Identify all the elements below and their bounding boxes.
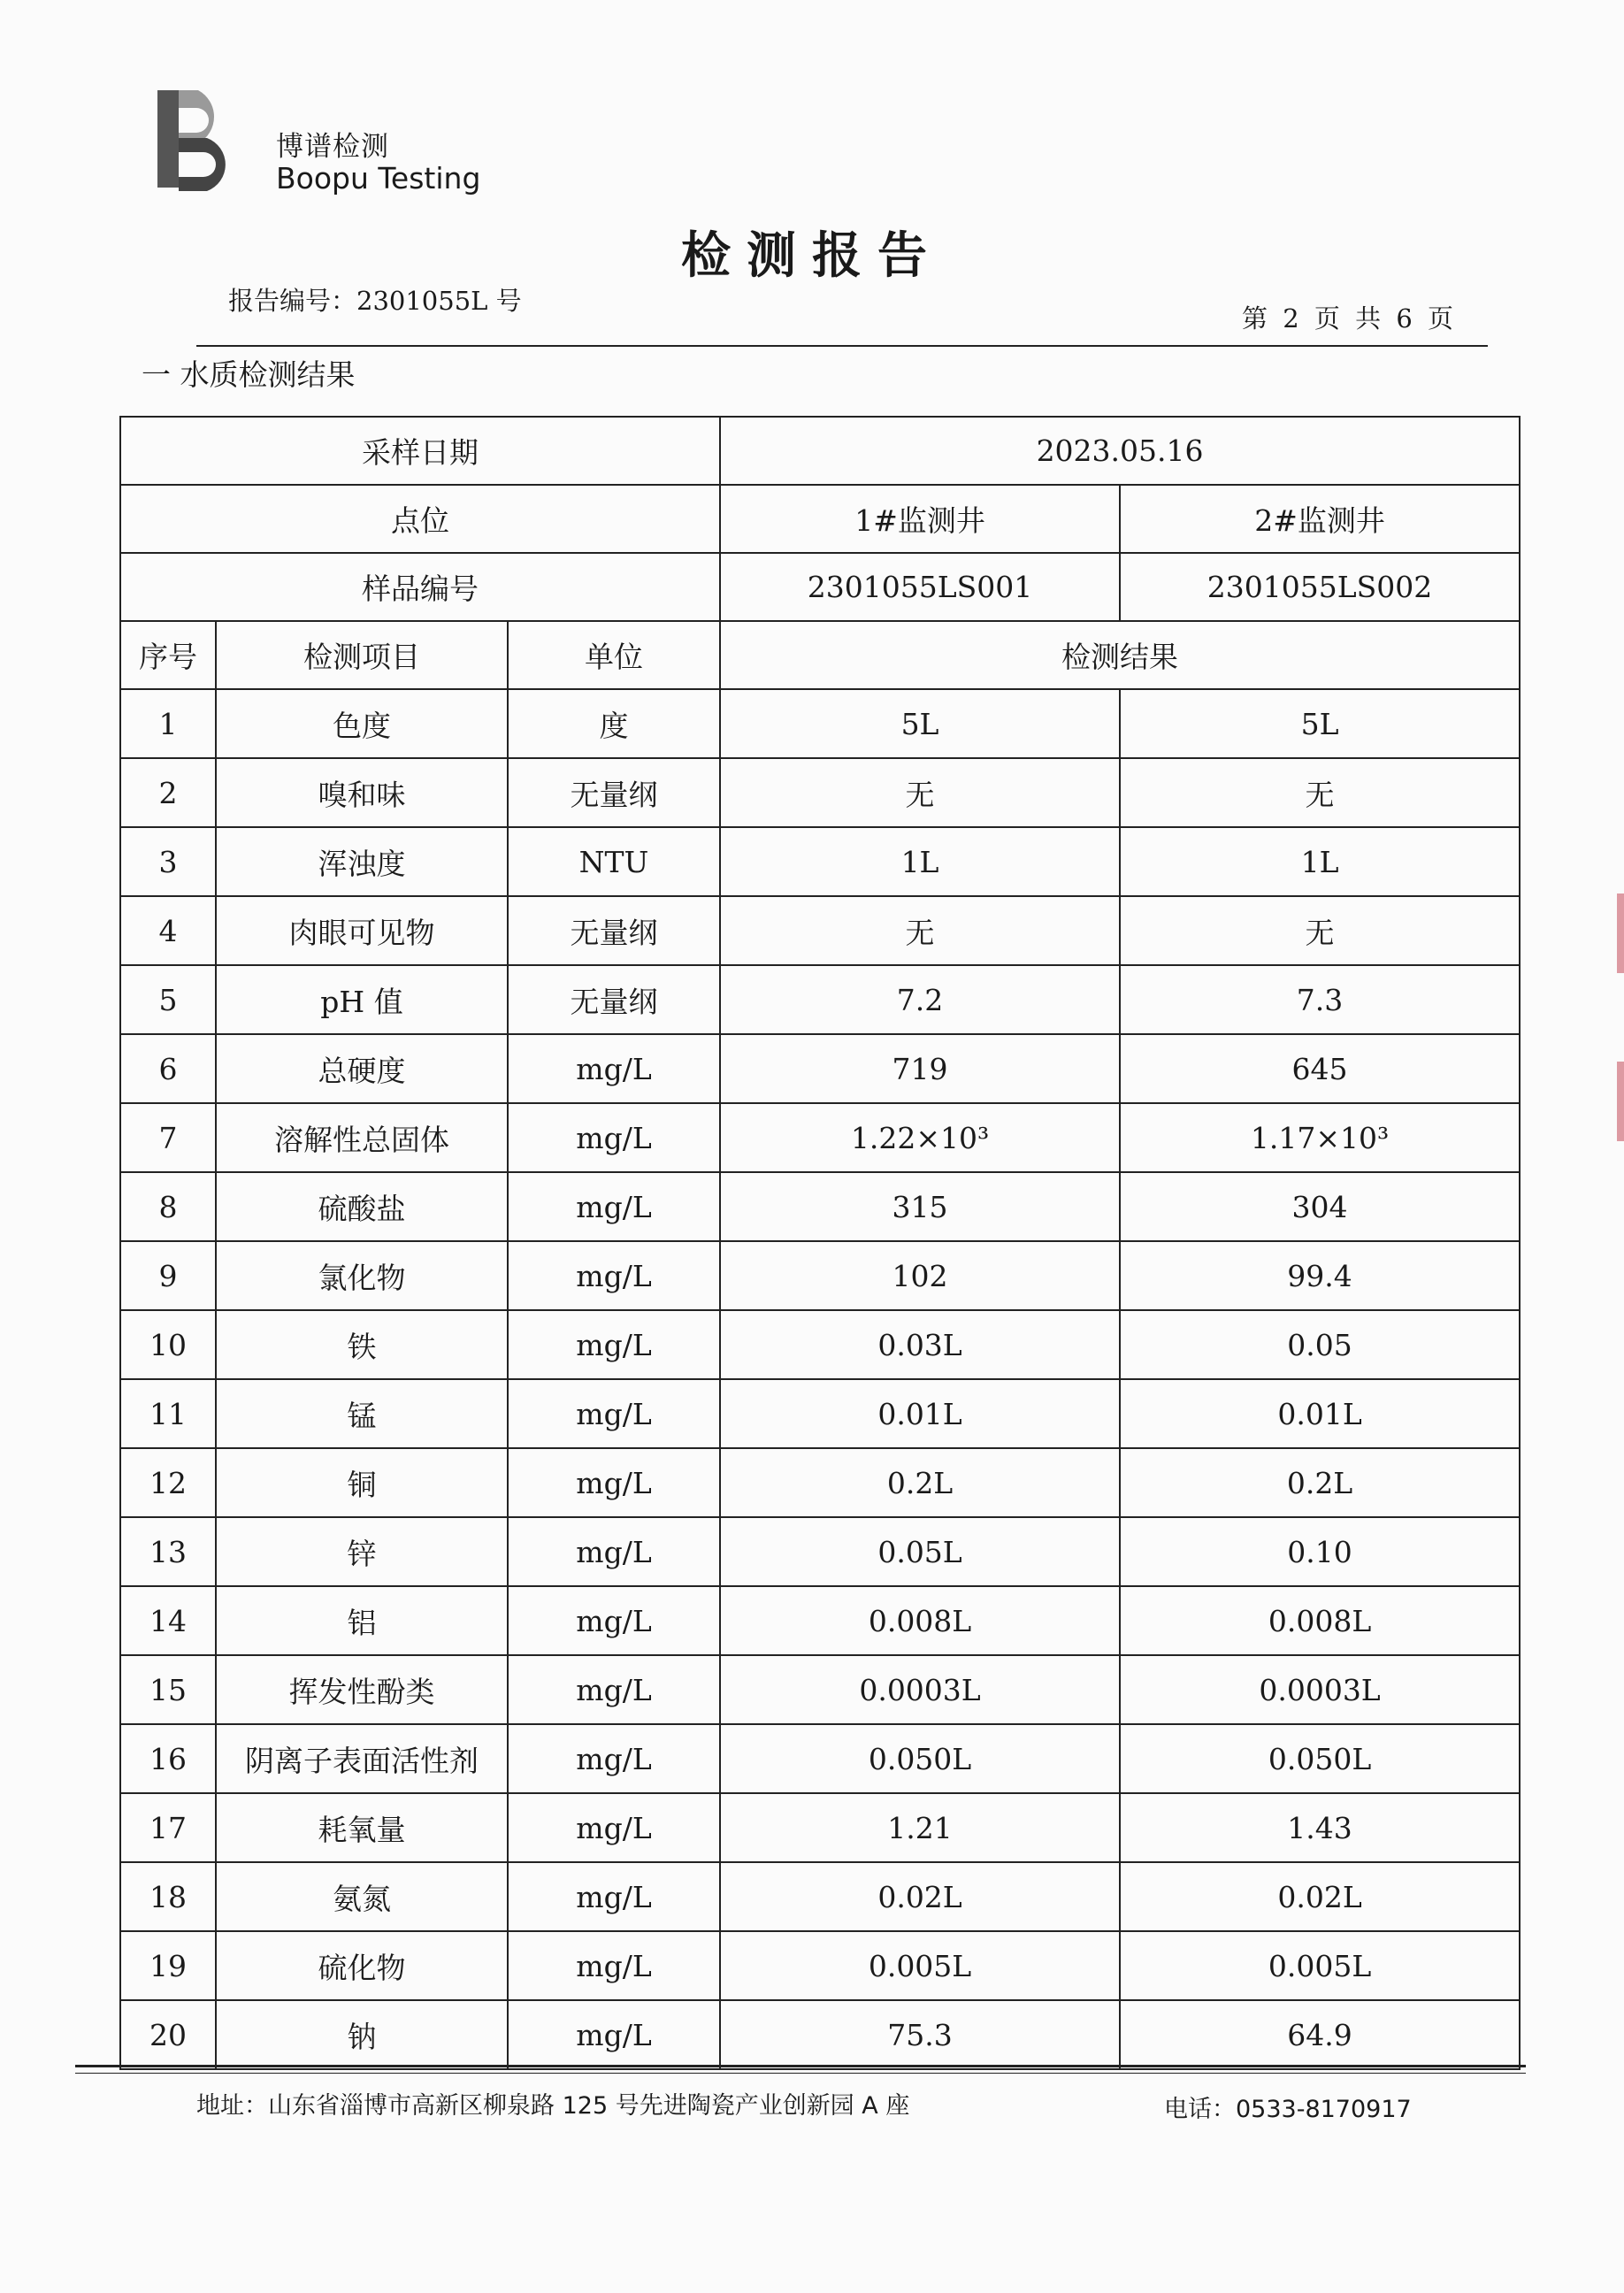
unit: mg/L [508, 1241, 720, 1310]
test-item: pH 值 [216, 965, 508, 1034]
section-title: 一 水质检测结果 [142, 357, 356, 392]
result-1: 0.005L [720, 1931, 1120, 2000]
unit: mg/L [508, 1103, 720, 1172]
row-number: 5 [120, 965, 216, 1034]
footer-address: 地址：山东省淄博市高新区柳泉路 125 号先进陶瓷产业创新园 A 座 [196, 2092, 910, 2120]
unit: mg/L [508, 1310, 720, 1379]
header-divider [196, 345, 1488, 347]
result-2: 0.005L [1120, 1931, 1520, 2000]
table-row [120, 1931, 1520, 2000]
test-item: 耗氧量 [216, 1793, 508, 1862]
result-1: 102 [720, 1241, 1120, 1310]
result-2: 1.17×10³ [1120, 1103, 1520, 1172]
table-row [120, 1172, 1520, 1241]
brand-name-cn: 博谱检测 [276, 131, 389, 163]
test-item: 铝 [216, 1586, 508, 1655]
test-item: 嗅和味 [216, 758, 508, 827]
result-2: 0.008L [1120, 1586, 1520, 1655]
sample-id-row [120, 553, 1520, 621]
unit: 度 [508, 689, 720, 758]
sample-id-2: 2301055LS002 [1120, 553, 1520, 621]
table-row [120, 1379, 1520, 1448]
test-item: 硫酸盐 [216, 1172, 508, 1241]
report-title: 检测报告 [681, 226, 943, 285]
result-1: 7.2 [720, 965, 1120, 1034]
test-item: 总硬度 [216, 1034, 508, 1103]
result-1: 315 [720, 1172, 1120, 1241]
result-1: 1.22×10³ [720, 1103, 1120, 1172]
table-row [120, 1103, 1520, 1172]
row-number: 18 [120, 1862, 216, 1931]
test-item: 溶解性总固体 [216, 1103, 508, 1172]
unit: mg/L [508, 1931, 720, 2000]
table-row [120, 2000, 1520, 2069]
result-2: 7.3 [1120, 965, 1520, 1034]
location-label: 点位 [120, 485, 720, 553]
result-1: 0.008L [720, 1586, 1120, 1655]
location-2: 2#监测井 [1120, 485, 1520, 553]
row-number: 4 [120, 896, 216, 965]
result-2: 0.02L [1120, 1862, 1520, 1931]
row-number: 16 [120, 1724, 216, 1793]
footer-phone: 电话：0533-8170917 [1164, 2096, 1412, 2123]
unit: mg/L [508, 2000, 720, 2069]
result-1: 0.05L [720, 1517, 1120, 1586]
result-1: 0.02L [720, 1862, 1120, 1931]
result-2: 5L [1120, 689, 1520, 758]
test-item: 氯化物 [216, 1241, 508, 1310]
unit: 无量纲 [508, 896, 720, 965]
table-row [120, 758, 1520, 827]
location-1: 1#监测井 [720, 485, 1120, 553]
table-row [120, 1241, 1520, 1310]
result-2: 645 [1120, 1034, 1520, 1103]
row-number: 12 [120, 1448, 216, 1517]
unit: mg/L [508, 1448, 720, 1517]
unit: 无量纲 [508, 758, 720, 827]
col-header-no: 序号 [120, 621, 216, 689]
unit: mg/L [508, 1724, 720, 1793]
test-item: 锰 [216, 1379, 508, 1448]
row-number: 7 [120, 1103, 216, 1172]
unit: mg/L [508, 1862, 720, 1931]
result-1: 1.21 [720, 1793, 1120, 1862]
test-item: 氨氮 [216, 1862, 508, 1931]
result-2: 304 [1120, 1172, 1520, 1241]
location-row [120, 485, 1520, 553]
result-2: 0.0003L [1120, 1655, 1520, 1724]
table-row [120, 1586, 1520, 1655]
table-row [120, 827, 1520, 896]
footer-divider [75, 2065, 1526, 2074]
unit: mg/L [508, 1517, 720, 1586]
result-1: 无 [720, 758, 1120, 827]
row-number: 2 [120, 758, 216, 827]
result-1: 5L [720, 689, 1120, 758]
table-row [120, 1793, 1520, 1862]
table-row [120, 1655, 1520, 1724]
result-2: 1L [1120, 827, 1520, 896]
column-header-row [120, 621, 1520, 689]
row-number: 3 [120, 827, 216, 896]
test-item: 锌 [216, 1517, 508, 1586]
brand-name-en: Boopu Testing [276, 161, 481, 196]
test-item: 浑浊度 [216, 827, 508, 896]
stamp-edge-mark [1617, 1062, 1624, 1141]
result-2: 0.10 [1120, 1517, 1520, 1586]
test-item: 铜 [216, 1448, 508, 1517]
sampling-date-label: 采样日期 [120, 417, 720, 485]
row-number: 11 [120, 1379, 216, 1448]
col-header-item: 检测项目 [216, 621, 508, 689]
table-row [120, 1448, 1520, 1517]
result-2: 1.43 [1120, 1793, 1520, 1862]
sampling-date-value: 2023.05.16 [720, 417, 1520, 485]
result-1: 719 [720, 1034, 1120, 1103]
result-2: 无 [1120, 758, 1520, 827]
result-1: 75.3 [720, 2000, 1120, 2069]
test-item: 硫化物 [216, 1931, 508, 2000]
result-2: 0.05 [1120, 1310, 1520, 1379]
sample-id-1: 2301055LS001 [720, 553, 1120, 621]
result-2: 99.4 [1120, 1241, 1520, 1310]
table-row [120, 896, 1520, 965]
result-1: 无 [720, 896, 1120, 965]
result-2: 64.9 [1120, 2000, 1520, 2069]
page-indicator: 第 2 页 共 6 页 [1242, 303, 1453, 334]
test-item: 挥发性酚类 [216, 1655, 508, 1724]
row-number: 14 [120, 1586, 216, 1655]
unit: mg/L [508, 1793, 720, 1862]
test-item: 肉眼可见物 [216, 896, 508, 965]
table-row [120, 965, 1520, 1034]
result-2: 0.050L [1120, 1724, 1520, 1793]
row-number: 9 [120, 1241, 216, 1310]
row-number: 1 [120, 689, 216, 758]
test-item: 色度 [216, 689, 508, 758]
unit: 无量纲 [508, 965, 720, 1034]
result-1: 0.03L [720, 1310, 1120, 1379]
table-row [120, 689, 1520, 758]
table-row [120, 1310, 1520, 1379]
report-number: 报告编号：2301055L 号 [228, 286, 522, 316]
table-row [120, 1724, 1520, 1793]
row-number: 8 [120, 1172, 216, 1241]
row-number: 10 [120, 1310, 216, 1379]
result-2: 无 [1120, 896, 1520, 965]
sample-id-label: 样品编号 [120, 553, 720, 621]
unit: mg/L [508, 1586, 720, 1655]
unit: mg/L [508, 1034, 720, 1103]
stamp-edge-mark [1617, 893, 1624, 973]
unit: NTU [508, 827, 720, 896]
col-header-result: 检测结果 [720, 621, 1520, 689]
test-item: 阴离子表面活性剂 [216, 1724, 508, 1793]
result-1: 0.2L [720, 1448, 1120, 1517]
boopu-logo-icon [152, 85, 241, 193]
sampling-date-row [120, 417, 1520, 485]
col-header-unit: 单位 [508, 621, 720, 689]
unit: mg/L [508, 1655, 720, 1724]
table-row [120, 1517, 1520, 1586]
table-row [120, 1034, 1520, 1103]
result-2: 0.2L [1120, 1448, 1520, 1517]
result-1: 1L [720, 827, 1120, 896]
result-1: 0.050L [720, 1724, 1120, 1793]
test-item: 钠 [216, 2000, 508, 2069]
test-item: 铁 [216, 1310, 508, 1379]
row-number: 20 [120, 2000, 216, 2069]
row-number: 13 [120, 1517, 216, 1586]
result-1: 0.01L [720, 1379, 1120, 1448]
row-number: 15 [120, 1655, 216, 1724]
results-table [119, 416, 1521, 2070]
unit: mg/L [508, 1379, 720, 1448]
row-number: 6 [120, 1034, 216, 1103]
result-1: 0.0003L [720, 1655, 1120, 1724]
table-row [120, 1862, 1520, 1931]
row-number: 17 [120, 1793, 216, 1862]
result-2: 0.01L [1120, 1379, 1520, 1448]
row-number: 19 [120, 1931, 216, 2000]
unit: mg/L [508, 1172, 720, 1241]
